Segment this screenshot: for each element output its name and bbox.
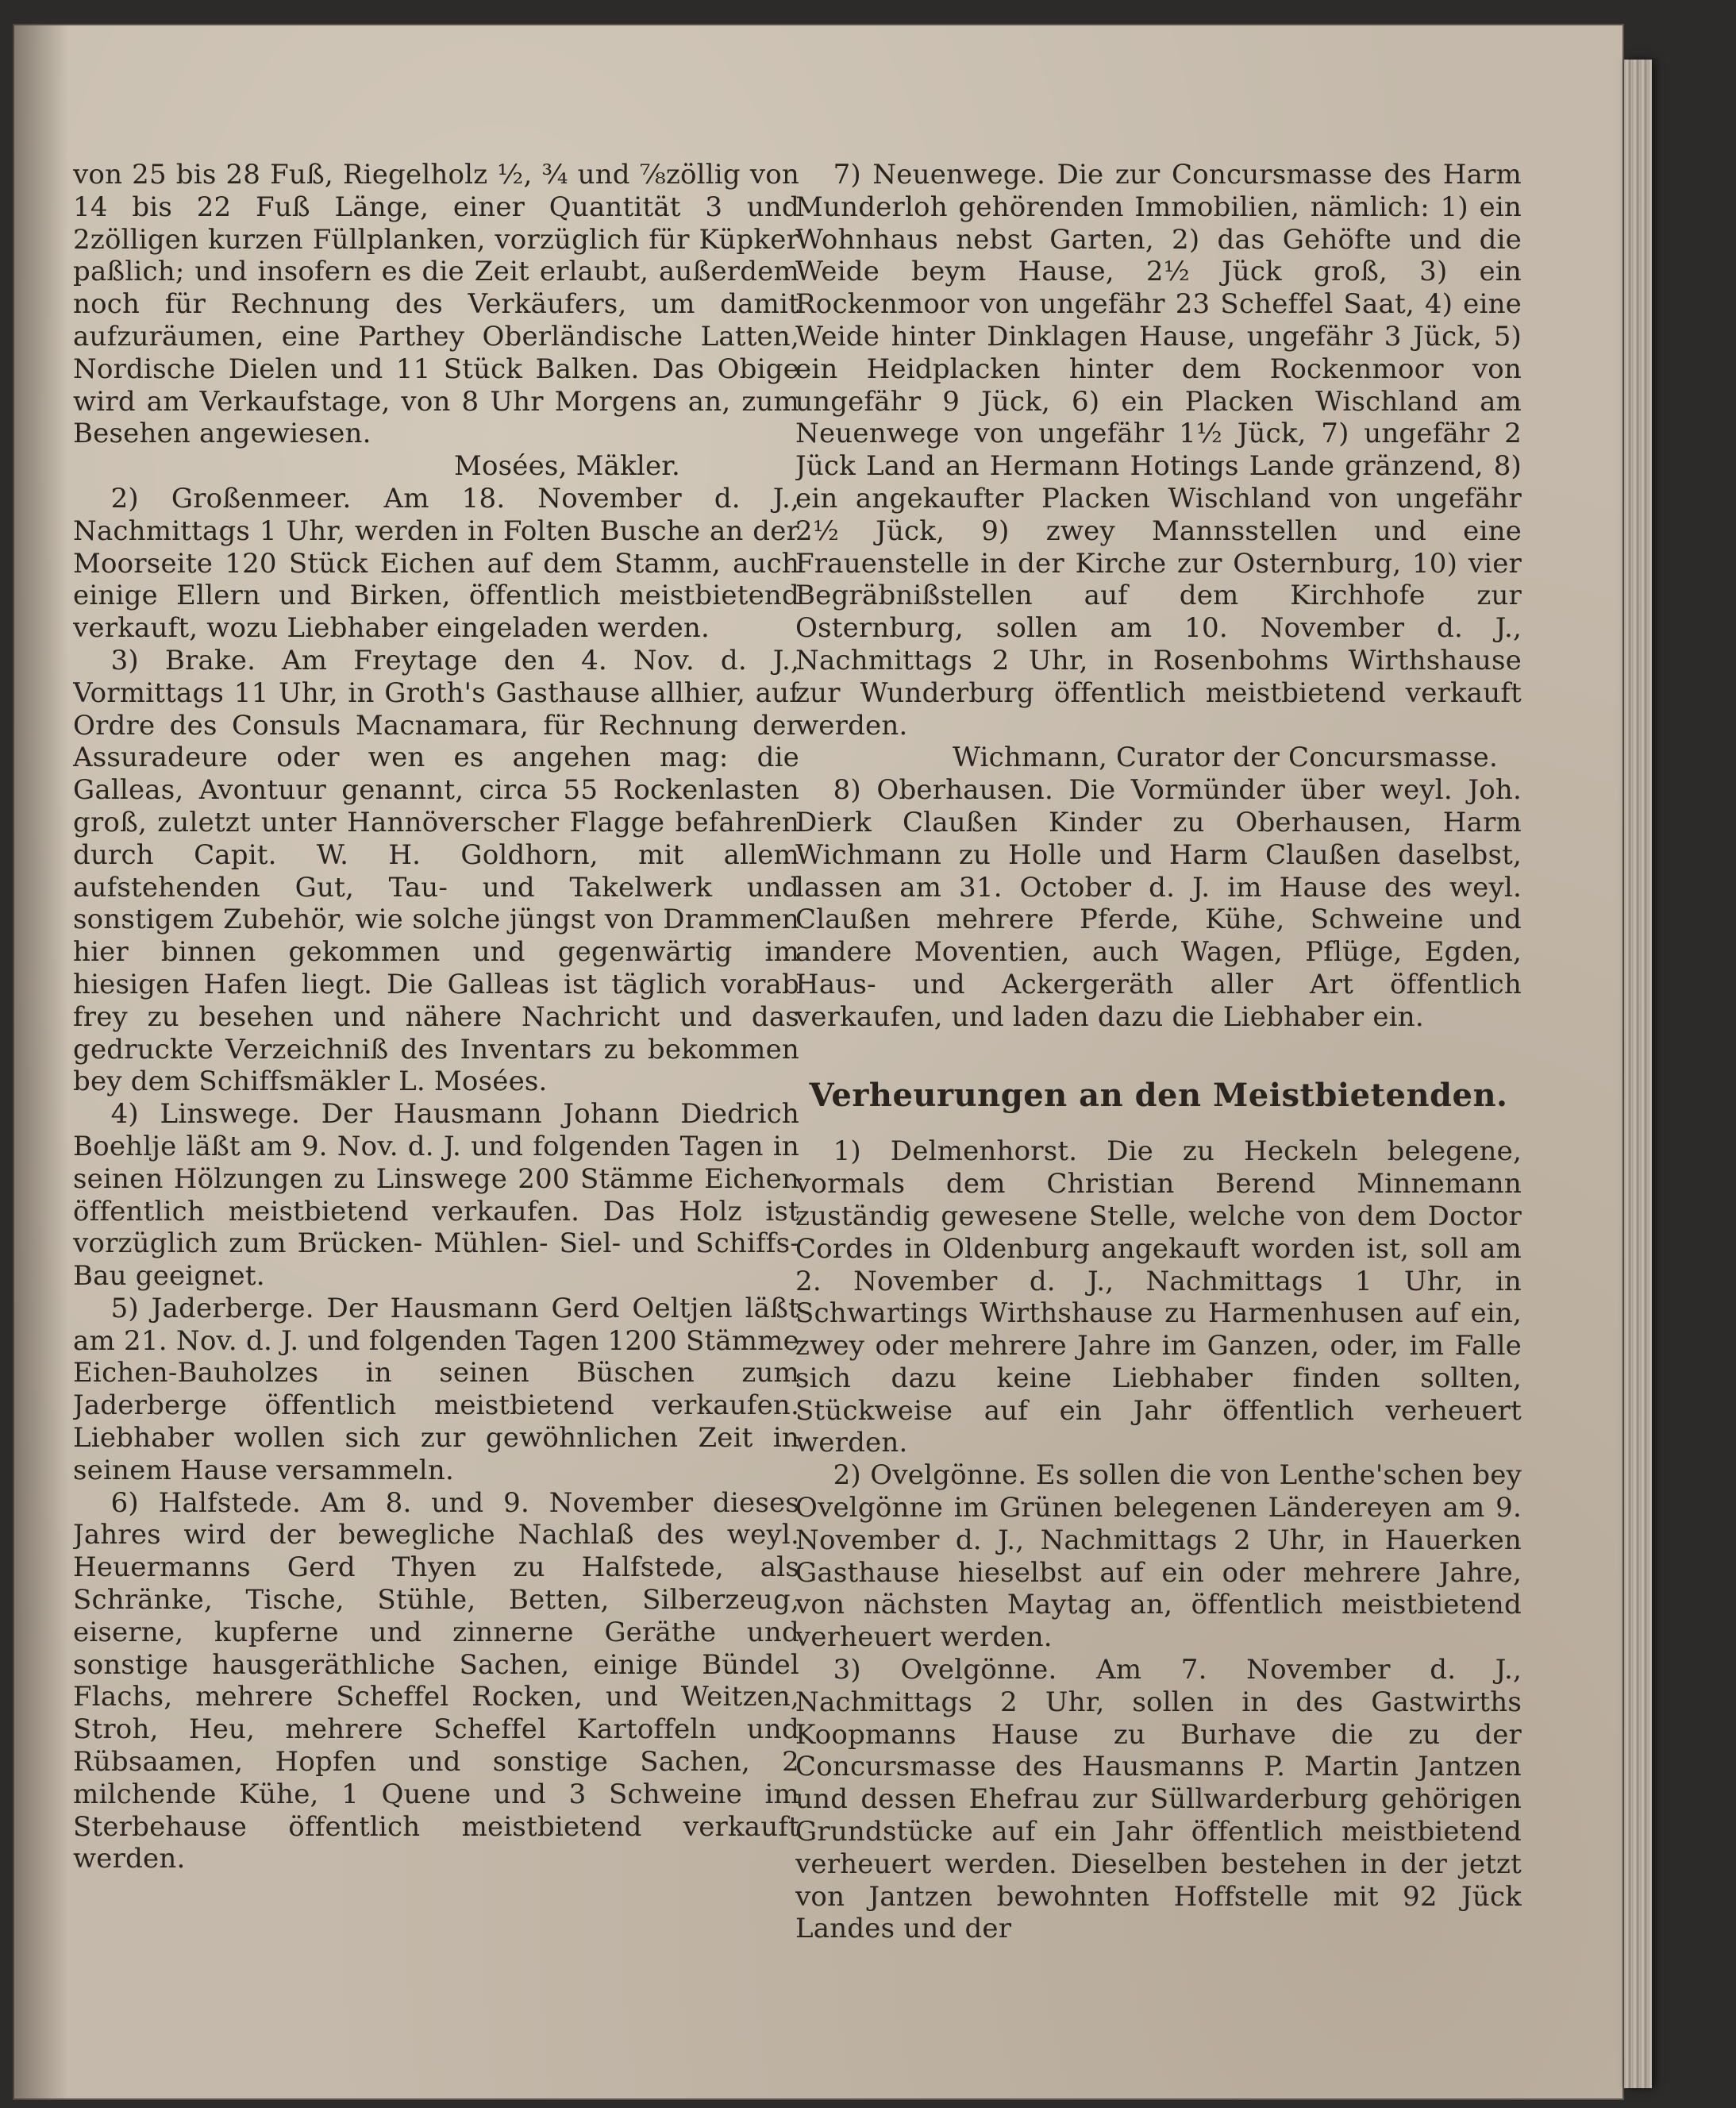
section-heading: Verheurungen an den Meistbietenden. bbox=[809, 1076, 1508, 1114]
page-edge-stack bbox=[1624, 60, 1652, 2088]
left-column bbox=[73, 159, 799, 2064]
left-paragraph-continuation: von 25 bis 28 Fuß, Riegelholz ½, ¾ und ⅞zöllig von 14 bis 22 Fuß Länge, einer Quantität 3 und 2zölligen kurzen Füllplanken, vorzüglich für Küpker paßlich; und insofern es die Zeit erlaubt, außerdem noch für Rechnung des Verkäufers, um damit aufzuräumen, eine Parthey Oberländische Latten, Nordische Dielen und 11 Stück Balken. Das Obige wird am Verkaufstage, von 8 Uhr Morgens an, zum Besehen angewiesen. bbox=[73, 159, 799, 450]
left-signature: Mosées, Mäkler. bbox=[453, 450, 680, 483]
right-paragraph-oberhausen: 8) Oberhausen. Die Vormünder über weyl. Joh. Dierk Claußen Kinder zu Oberhausen, Harm Wichmann zu Holle und Harm Claußen daselbst, lassen am 31. October d. J. im Hause des weyl. Claußen mehrere Pferde, Kühe, Schweine und andere Moventien, auch Wagen, Pflüge, Egden, Haus- und Ackergeräth aller Art öffentlich verkaufen, und laden dazu die Liebhaber ein. bbox=[795, 774, 1522, 1033]
left-paragraph-linswege: 4) Linswege. Der Hausmann Johann Diedrich Boehlje läßt am 9. Nov. d. J. und folgenden Tagen in seinen Hölzungen zu Linswege 200 Stämme Eichen öffentlich meistbietend verkaufen. Das Holz ist vorzüglich zum Brücken- Mühlen- Siel- und Schiffs-Bau geeignet. bbox=[73, 1098, 799, 1293]
left-paragraph-halfstede: 6) Halfstede. Am 8. und 9. November dieses Jahres wird der bewegliche Nachlaß des weyl. Heuermanns Gerd Thyen zu Halfstede, als Schränke, Tische, Stühle, Betten, Silberzeug, eiserne, kupferne und zinnerne Geräthe und sonstige hausgeräthliche Sachen, einige Bündel Flachs, mehrere Scheffel Rocken, und Weitzen, Stroh, Heu, mehrere Scheffel Kartoffeln und Rübsaamen, Hopfen und sonstige Sachen, 2 milchende Kühe, 1 Quene und 3 Schweine im Sterbehause öffentlich meistbietend verkauft werden. bbox=[73, 1486, 799, 1875]
right-column bbox=[795, 159, 1522, 2064]
right-paragraph-neuenwege: 7) Neuenwege. Die zur Concursmasse des Harm Munderloh gehörenden Immobilien, nämlich: 1) ein Wohnhaus nebst Garten, 2) das Gehöfte und die Weide beym Hause, 2½ Jück groß, 3) ein Rockenmoor von ungefähr 23 Scheffel Saat, 4) eine Weide hinter Dinklagen Hause, ungefähr 3 Jück, 5) ein Heidplacken hinter dem Rockenmoor von ungefähr 9 Jück, 6) ein Placken Wischland am Neuenwege von ungefähr 1½ Jück, 7) ungefähr 2 Jück Land an Hermann Hotings Lande gränzend, 8) ein angekaufter Placken Wischland von ungefähr 2½ Jück, 9) zwey Mannsstellen und eine Frauenstelle in der Kirche zur Osternburg, 10) vier Begräbnißstellen auf dem Kirchhofe zur Osternburg, sollen am 10. November d. J., Nachmittags 2 Uhr, in Rosenbohms Wirthshause zur Wunderburg öffentlich meistbietend verkauft werden. bbox=[795, 159, 1522, 742]
right-signature: Wichmann, Curator der Concursmasse. bbox=[952, 742, 1498, 774]
left-paragraph-jaderberge: 5) Jaderberge. Der Hausmann Gerd Oeltjen läßt am 21. Nov. d. J. und folgenden Tagen 1200 Stämme Eichen-Bauholzes in seinen Büschen zum Jaderberge öffentlich meistbietend verkaufen. Liebhaber wollen sich zur gewöhnlichen Zeit in seinem Hause versammeln. bbox=[73, 1292, 799, 1486]
right-paragraph-ovelgoenne-1: 2) Ovelgönne. Es sollen die von Lenthe'schen bey Ovelgönne im Grünen belegenen Ländereyen am 9. November d. J., Nachmittags 2 Uhr, in Hauerken Gasthause hieselbst auf ein oder mehrere Jahre, von nächsten Maytag an, öffentlich meistbietend verheuert werden. bbox=[795, 1459, 1522, 1654]
right-paragraph-ovelgoenne-2: 3) Ovelgönne. Am 7. November d. J., Nachmittags 2 Uhr, sollen in des Gastwirths Koopmanns Hause zu Burhave die zu der Concursmasse des Hausmanns P. Martin Jantzen und dessen Ehefrau zur Süllwarderburg gehörigen Grundstücke auf ein Jahr öffentlich meistbietend verheuert werden. Dieselben bestehen in der jetzt von Jantzen bewohnten Hoffstelle mit 92 Jück Landes und der bbox=[795, 1654, 1522, 1945]
left-paragraph-brake: 3) Brake. Am Freytage den 4. Nov. d. J., Vormittags 11 Uhr, in Groth's Gasthause allhier, auf Ordre des Consuls Macnamara, für Rechnung der Assuradeure oder wen es angehen mag: die Galleas, Avontuur genannt, circa 55 Rockenlasten groß, zuletzt unter Hannöverscher Flagge befahren durch Capit. W. H. Goldhorn, mit allem aufstehenden Gut, Tau- und Takelwerk und sonstigem Zubehör, wie solche jüngst von Drammen hier binnen gekommen und gegenwärtig im hiesigen Hafen liegt. Die Galleas ist täglich vorab frey zu besehen und nähere Nachricht und das gedruckte Verzeichniß des Inventars zu bekommen bey dem Schiffsmäkler L. Mosées. bbox=[73, 644, 799, 1098]
left-paragraph-grossenmeer: 2) Großenmeer. Am 18. November d. J., Nachmittags 1 Uhr, werden in Folten Busche an der Moorseite 120 Stück Eichen auf dem Stamm, auch einige Ellern und Birken, öffentlich meistbietend verkauft, wozu Liebhaber eingeladen werden. bbox=[73, 482, 799, 645]
right-paragraph-delmenhorst: 1) Delmenhorst. Die zu Heckeln belegene, vormals dem Christian Berend Minnemann zuständig gewesene Stelle, welche von dem Doctor Cordes in Oldenburg angekauft worden ist, soll am 2. November d. J., Nachmittags 1 Uhr, in Schwartings Wirthshause zu Harmenhusen auf ein, zwey oder mehrere Jahre im Ganzen, oder, im Falle sich dazu keine Liebhaber finden sollten, Stückweise auf ein Jahr öffentlich verheuert werden. bbox=[795, 1135, 1522, 1459]
page-gutter-shadow bbox=[13, 24, 68, 2100]
